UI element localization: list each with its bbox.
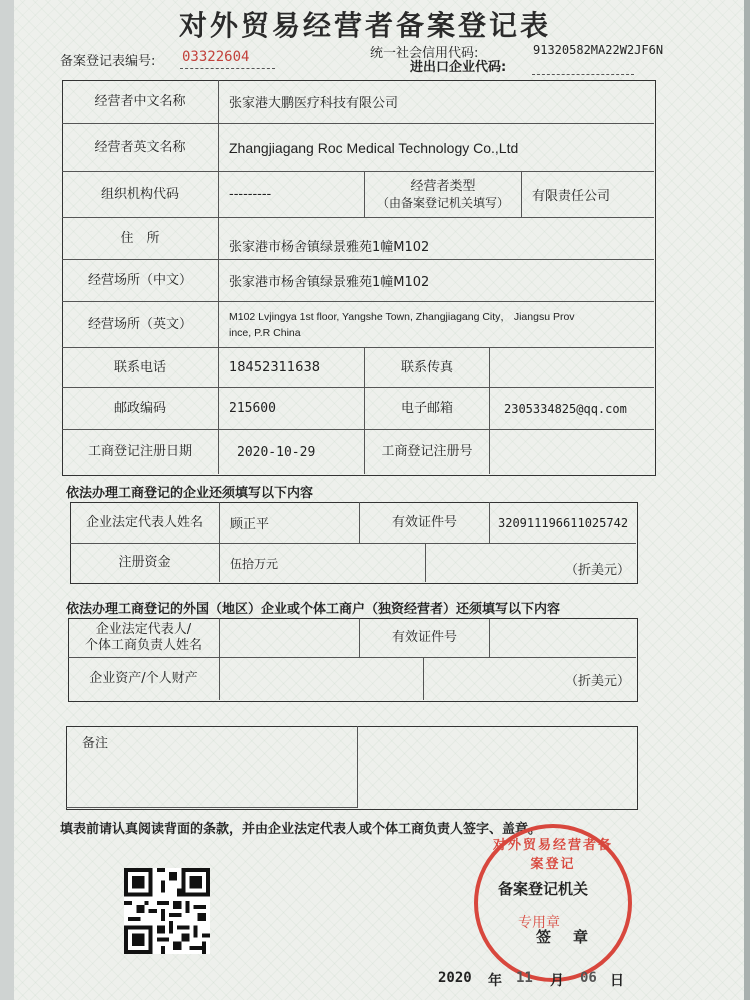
section1-heading: 依法办理工商登记的企业还须填写以下内容 bbox=[66, 486, 314, 501]
site-en-line2: ince, P.R China bbox=[229, 326, 301, 339]
legal-rep-value: 顾正平 bbox=[220, 502, 360, 544]
assets-value bbox=[220, 658, 424, 700]
site-en-value bbox=[219, 302, 654, 348]
postal-value: 215600 bbox=[219, 388, 365, 430]
date-day: 06 bbox=[580, 970, 597, 986]
reg-no-value bbox=[490, 430, 654, 474]
reg-date-value: 2020-10-29 bbox=[219, 430, 365, 474]
site-en-line1: M102 Lvjingya 1st floor, Yangshe Town, Zhangjiagang City， Jiangsu Prov bbox=[229, 310, 575, 323]
address-value: 张家港市杨舍镇绿景雅苑1幢M102 bbox=[219, 218, 654, 260]
id-no-value: 320911196611025742 bbox=[490, 502, 636, 544]
stamp-text: 对外贸易经营者备案登记 bbox=[492, 838, 613, 872]
assets-label: 企业资产/个人财产 bbox=[68, 658, 220, 700]
date-year-unit: 年 bbox=[488, 973, 502, 989]
reg-date-label: 工商登记注册日期 bbox=[62, 430, 219, 474]
address-label: 住 所 bbox=[62, 218, 219, 260]
foreign-id-value bbox=[490, 618, 636, 658]
record-no-underline bbox=[180, 68, 275, 69]
site-en-label: 经营场所（英文） bbox=[62, 302, 219, 348]
credit-code-value: 91320582MA22W2JF6N bbox=[533, 43, 664, 57]
foreign-rep-value bbox=[220, 618, 360, 658]
stamp-sub: 专用章 bbox=[518, 915, 560, 931]
org-code-label: 组织机构代码 bbox=[62, 172, 219, 218]
qr-code bbox=[124, 868, 210, 954]
operator-type-value: 有限责任公司 bbox=[522, 172, 654, 218]
cn-name-label: 经营者中文名称 bbox=[62, 80, 219, 124]
background-edge bbox=[744, 0, 750, 1000]
date-year: 2020 bbox=[438, 970, 472, 986]
site-cn-label: 经营场所（中文） bbox=[62, 260, 219, 302]
sign-seal-label: 签章 bbox=[536, 928, 611, 946]
section2-heading: 依法办理工商登记的外国（地区）企业或个体工商户（独资经营者）还须填写以下内容 bbox=[66, 602, 561, 617]
site-cn-value: 张家港市杨舍镇绿景雅苑1幢M102 bbox=[219, 260, 654, 302]
remarks-label: 备注 bbox=[66, 726, 358, 808]
email-value: 2305334825@qq.com bbox=[490, 388, 654, 430]
official-stamp bbox=[474, 824, 632, 982]
en-name-label: 经营者英文名称 bbox=[62, 124, 219, 172]
capital-usd-note: （折美元） bbox=[564, 563, 630, 578]
org-code-value: --------- bbox=[219, 172, 365, 218]
postal-label: 邮政编码 bbox=[62, 388, 219, 430]
footer-note: 填表前请认真阅读背面的条款，并由企业法定代表人或个体工商负责人签字、盖章。 bbox=[60, 822, 542, 837]
record-no-value: 03322604 bbox=[182, 49, 250, 65]
id-no-label: 有效证件号 bbox=[360, 502, 490, 544]
operator-type-label bbox=[365, 172, 522, 218]
foreign-rep-label bbox=[68, 618, 220, 658]
date-day-unit: 日 bbox=[610, 973, 624, 989]
form-title: 对外贸易经营者备案登记表 bbox=[178, 9, 551, 42]
en-name-value: Zhangjiagang Roc Medical Technology Co.,Ltd bbox=[219, 124, 654, 172]
import-export-code-label: 进出口企业代码: bbox=[410, 60, 507, 75]
import-export-code-underline bbox=[532, 74, 634, 75]
registration-authority: 备案登记机关 bbox=[498, 880, 589, 898]
operator-type-label-sub: （由备案登记机关填写） bbox=[376, 195, 509, 210]
date-month: 11 bbox=[516, 970, 533, 986]
foreign-rep-label-line1: 企业法定代表人/ bbox=[95, 621, 192, 637]
capital-value: 伍拾万元 bbox=[220, 544, 426, 582]
email-label: 电子邮箱 bbox=[365, 388, 490, 430]
foreign-id-label: 有效证件号 bbox=[360, 618, 490, 658]
fax-label: 联系传真 bbox=[365, 348, 490, 388]
foreign-rep-label-line2: 个体工商负责人姓名 bbox=[84, 637, 202, 653]
credit-code-label: 统一社会信用代码: bbox=[370, 46, 479, 61]
cn-name-value: 张家港大鹏医疗科技有限公司 bbox=[219, 80, 654, 124]
fax-value bbox=[490, 348, 654, 388]
operator-type-label-main: 经营者类型 bbox=[410, 178, 476, 194]
assets-usd-note: （折美元） bbox=[564, 673, 630, 689]
phone-value: 18452311638 bbox=[219, 348, 365, 388]
legal-rep-label: 企业法定代表人姓名 bbox=[70, 502, 220, 544]
reg-no-label: 工商登记注册号 bbox=[365, 430, 490, 474]
capital-label: 注册资金 bbox=[70, 544, 220, 582]
phone-label: 联系电话 bbox=[62, 348, 219, 388]
date-month-unit: 月 bbox=[550, 973, 564, 989]
record-no-label: 备案登记表编号: bbox=[60, 54, 156, 69]
